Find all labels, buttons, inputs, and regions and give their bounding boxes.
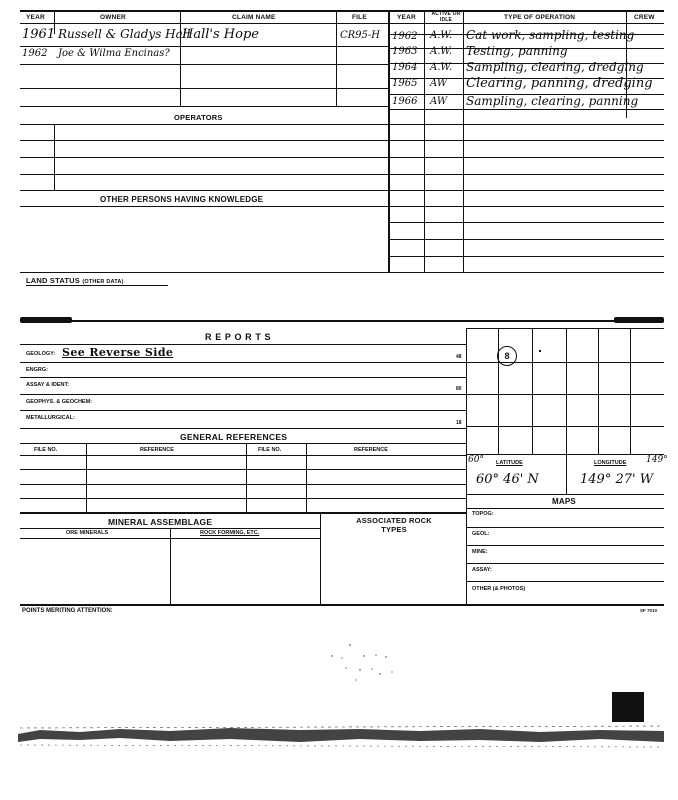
row-line bbox=[20, 124, 388, 125]
owner-row-year: 1961 bbox=[22, 27, 56, 42]
operation-year: 1966 bbox=[392, 96, 418, 107]
row-line bbox=[390, 239, 664, 240]
operation-status: AW bbox=[430, 96, 448, 107]
owner-row-file: CR95-H bbox=[340, 30, 381, 41]
grid-line bbox=[466, 362, 664, 363]
row-line bbox=[20, 106, 388, 107]
geophys-label: GEOPHYS. & GEOCHEM: bbox=[26, 399, 93, 405]
land-status-underline bbox=[26, 285, 168, 286]
grid-line bbox=[630, 328, 631, 454]
owner-row-claim: Hall's Hope bbox=[182, 27, 259, 42]
col-line bbox=[336, 10, 337, 106]
form-number: SF 7010 bbox=[640, 608, 658, 613]
operation-type: Clearing, panning, dredging bbox=[466, 76, 653, 91]
col-line bbox=[306, 443, 307, 512]
land-status-label: LAND STATUS bbox=[26, 276, 81, 285]
row-line bbox=[20, 377, 466, 378]
operation-type: Cat work, sampling, testing bbox=[466, 28, 635, 42]
header-year-right: YEAR bbox=[397, 14, 416, 21]
assay-map-label: ASSAY: bbox=[472, 567, 492, 573]
row-line bbox=[20, 46, 388, 47]
grid-line bbox=[566, 328, 567, 454]
row-line bbox=[20, 394, 466, 395]
operation-status: A.W. bbox=[430, 46, 453, 57]
other-photos-label: OTHER (& PHOTOS) bbox=[472, 586, 526, 592]
operation-year: 1962 bbox=[392, 31, 418, 42]
row-line bbox=[466, 494, 664, 495]
latitude-value: 60° 46' N bbox=[476, 472, 539, 487]
operation-type: Sampling, clearing, dredging bbox=[466, 60, 644, 74]
owner-row-owner: Joe & Wilma Encinas? bbox=[58, 48, 170, 59]
engrg-label: ENGRG: bbox=[26, 367, 48, 373]
associated-rock-types-heading: ASSOCIATED ROCK TYPES bbox=[356, 516, 432, 534]
row-line bbox=[20, 157, 388, 158]
operation-status: A.W. bbox=[430, 30, 453, 41]
grid-line bbox=[498, 328, 499, 454]
scan-mark bbox=[20, 317, 72, 323]
registration-mark bbox=[612, 692, 644, 722]
header-year: YEAR bbox=[26, 14, 45, 21]
row-line bbox=[20, 410, 466, 411]
grid-line bbox=[598, 328, 599, 454]
row-line bbox=[390, 190, 664, 191]
maps-heading: MAPS bbox=[552, 497, 576, 506]
reports-number: 48 bbox=[456, 354, 462, 360]
longitude-label: LONGITUDE bbox=[594, 460, 627, 466]
col-line bbox=[320, 512, 321, 604]
col-line bbox=[424, 10, 425, 272]
operation-year: 1964 bbox=[392, 62, 418, 73]
row-line bbox=[20, 604, 664, 606]
col-line bbox=[54, 124, 55, 190]
operators-heading: OPERATORS bbox=[174, 113, 223, 122]
grid-top bbox=[466, 328, 664, 329]
col-line bbox=[86, 443, 87, 512]
row-line bbox=[20, 140, 388, 141]
row-line bbox=[390, 124, 664, 125]
col-line bbox=[246, 443, 247, 512]
row-line bbox=[20, 206, 388, 207]
row-line bbox=[390, 157, 664, 158]
col-line bbox=[170, 528, 171, 604]
top-border bbox=[20, 10, 664, 12]
topog-label: TOPOG: bbox=[472, 511, 494, 517]
row-line bbox=[20, 362, 466, 363]
mineral-assemblage-heading: MINERAL ASSEMBLAGE bbox=[108, 517, 213, 527]
header-file: FILE bbox=[352, 14, 367, 21]
reports-number: 80 bbox=[456, 386, 462, 392]
row-line bbox=[466, 563, 664, 564]
col-line bbox=[180, 10, 181, 106]
assay-label: ASSAY & IDENT: bbox=[26, 382, 70, 388]
header-claim-name: CLAIM NAME bbox=[232, 14, 276, 21]
rock-forming-header: ROCK FORMING, ETC. bbox=[200, 530, 260, 536]
header-active-idle: ACTIVE OR IDLE bbox=[431, 11, 461, 23]
reports-heading: R E P O R T S bbox=[205, 332, 272, 342]
reports-number: 18 bbox=[456, 420, 462, 426]
points-meriting-label: POINTS MERITING ATTENTION: bbox=[22, 608, 113, 614]
operation-year: 1963 bbox=[392, 46, 418, 57]
center-divider bbox=[388, 10, 390, 272]
row-line bbox=[390, 206, 664, 207]
lat-prefix: 60° bbox=[468, 455, 484, 465]
geology-label: GEOLOGY: bbox=[26, 351, 56, 357]
row-line bbox=[20, 64, 388, 65]
row-line bbox=[20, 190, 388, 191]
grid-line bbox=[466, 394, 664, 395]
grid-line bbox=[532, 328, 533, 454]
header-crew: CREW bbox=[634, 14, 655, 21]
ref-file-no-header: FILE NO. bbox=[34, 447, 58, 453]
grid-line bbox=[466, 454, 664, 455]
row-line bbox=[20, 88, 388, 89]
row-line bbox=[466, 581, 664, 582]
land-status-heading bbox=[26, 276, 124, 285]
scan-edge-artifact bbox=[0, 720, 678, 750]
row-line bbox=[390, 256, 664, 257]
general-references-heading: GENERAL REFERENCES bbox=[180, 432, 288, 442]
row-line bbox=[390, 222, 664, 223]
row-line bbox=[20, 272, 664, 273]
header-owner: OWNER bbox=[100, 14, 126, 21]
col-line bbox=[566, 454, 567, 494]
operation-status: A.W. bbox=[430, 62, 453, 73]
row-line bbox=[466, 508, 664, 509]
other-persons-heading: OTHER PERSONS HAVING KNOWLEDGE bbox=[100, 195, 264, 204]
reports-top-rule bbox=[20, 320, 664, 322]
col-line bbox=[463, 10, 464, 272]
mine-label: MINE: bbox=[472, 549, 488, 555]
operation-year: 1965 bbox=[392, 78, 418, 89]
operation-status: AW bbox=[430, 78, 448, 89]
row-line bbox=[20, 174, 388, 175]
scan-mark bbox=[614, 317, 664, 323]
grid-dot bbox=[539, 350, 541, 352]
grid-line bbox=[466, 426, 664, 427]
ore-minerals-header: ORE MINERALS bbox=[66, 530, 109, 536]
geol-label: GEOL: bbox=[472, 531, 490, 537]
ref-reference-header: REFERENCE bbox=[354, 447, 388, 453]
operation-type: Sampling, clearing, panning bbox=[466, 94, 639, 108]
latitude-label: LATITUDE bbox=[496, 460, 523, 466]
scan-speckles bbox=[320, 640, 420, 690]
land-status-sub: (OTHER DATA) bbox=[82, 279, 124, 285]
header-type-of-operation: TYPE OF OPERATION bbox=[504, 14, 576, 21]
row-line bbox=[20, 428, 466, 429]
header-rule bbox=[20, 23, 664, 24]
row-line bbox=[390, 140, 664, 141]
geology-value: See Reverse Side bbox=[62, 346, 174, 359]
ref-file-no-header: FILE NO. bbox=[258, 447, 282, 453]
circled-section-mark: 8 bbox=[497, 346, 517, 366]
longitude-value: 149° 27' W bbox=[580, 472, 654, 487]
ref-reference-header: REFERENCE bbox=[140, 447, 174, 453]
owner-row-owner: Russell & Gladys Hall bbox=[58, 27, 191, 41]
operation-type: Testing, panning bbox=[466, 44, 568, 58]
row-line bbox=[20, 344, 466, 345]
row-line bbox=[20, 512, 466, 514]
row-line bbox=[390, 174, 664, 175]
lon-suffix: 149° bbox=[646, 455, 668, 465]
row-line bbox=[390, 109, 664, 110]
owner-row-year: 1962 bbox=[22, 48, 48, 59]
row-line bbox=[466, 545, 664, 546]
metallurgical-label: METALLURGICAL: bbox=[26, 415, 75, 421]
row-line bbox=[466, 527, 664, 528]
